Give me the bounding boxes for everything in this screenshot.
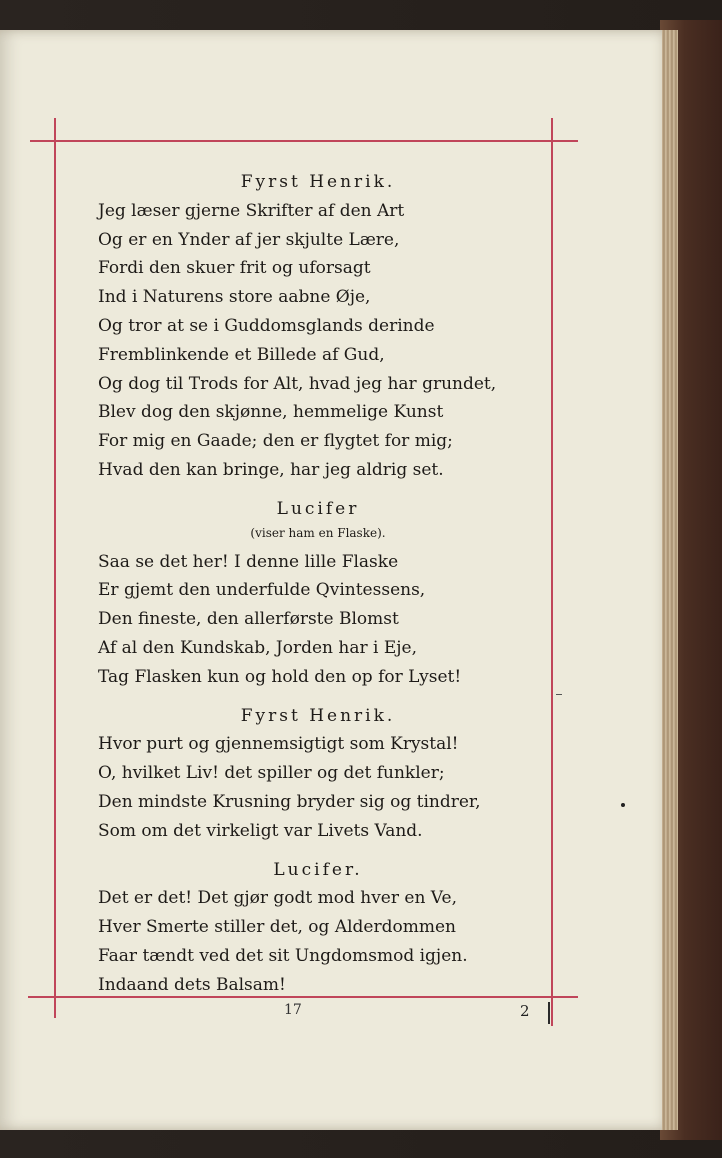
speaker-name: Fyrst Henrik. <box>240 172 396 192</box>
printer-signature: 17 <box>284 1002 302 1018</box>
verse-text <box>98 168 538 1000</box>
stage-direction: (viser ham en Flaske). <box>250 525 386 540</box>
verse-line: Er gjemt den underfulde Qvintessens, <box>98 580 426 601</box>
verse-line: Hver Smerte stiller det, og Alderdommen <box>98 917 456 938</box>
verse-line: Ind i Naturens store aabne Øje, <box>98 287 371 308</box>
margin-mark <box>556 694 562 695</box>
verse-line: Og dog til Trods for Alt, hvad jeg har grundet, <box>98 373 497 394</box>
verse-line: Det er det! Det gjør godt mod hver en Ve, <box>98 888 457 909</box>
verse-line: Fordi den skuer frit og uforsagt <box>98 258 371 279</box>
speaker-name: Fyrst Henrik. <box>240 705 396 726</box>
verse-line: Faar tændt ved det sit Ungdomsmod igjen. <box>98 945 468 966</box>
page-stack-edge <box>662 30 678 1130</box>
verse-line: Fremblinkende et Billede af Gud, <box>98 344 385 365</box>
verse-line: Tag Flasken kun og hold den op for Lyset! <box>98 666 462 687</box>
verse-line: Blev dog den skjønne, hemmelige Kunst <box>98 402 444 423</box>
verse-line: Hvad den kan bringe, har jeg aldrig set. <box>98 459 444 480</box>
verse-line: Saa se det her! I denne lille Flaske <box>98 551 399 572</box>
frame-top-rule <box>30 140 578 142</box>
margin-tick <box>548 1002 550 1024</box>
speaker-name: Lucifer <box>276 498 360 519</box>
verse-line: Af al den Kundskab, Jorden har i Eje, <box>98 637 417 658</box>
speaker-name: Lucifer. <box>273 859 363 880</box>
verse-line: Og tror at se i Guddomsglands derinde <box>98 315 435 336</box>
verse-line: Som om det virkeligt var Livets Vand. <box>98 820 423 841</box>
ink-speck <box>621 803 625 807</box>
verse-line: For mig en Gaade; den er flygtet for mig; <box>98 431 453 452</box>
frame-left-rule <box>54 118 56 1018</box>
verse-line: Den mindste Krusning bryder sig og tindrer, <box>98 791 481 812</box>
verse-line: Indaand dets Balsam! <box>98 974 286 995</box>
sheet-number: 2 <box>520 1002 530 1020</box>
verse-line: Og er en Ynder af jer skjulte Lære, <box>98 229 400 250</box>
verse-line: Den fineste, den allerførste Blomst <box>98 609 399 630</box>
verse-line: Hvor purt og gjennemsigtigt som Krystal! <box>98 734 459 755</box>
verse-line: Jeg læser gjerne Skrifter af den Art <box>98 200 405 221</box>
frame-right-rule <box>551 118 553 1026</box>
verse-line: O, hvilket Liv! det spiller og det funkler; <box>98 763 445 784</box>
